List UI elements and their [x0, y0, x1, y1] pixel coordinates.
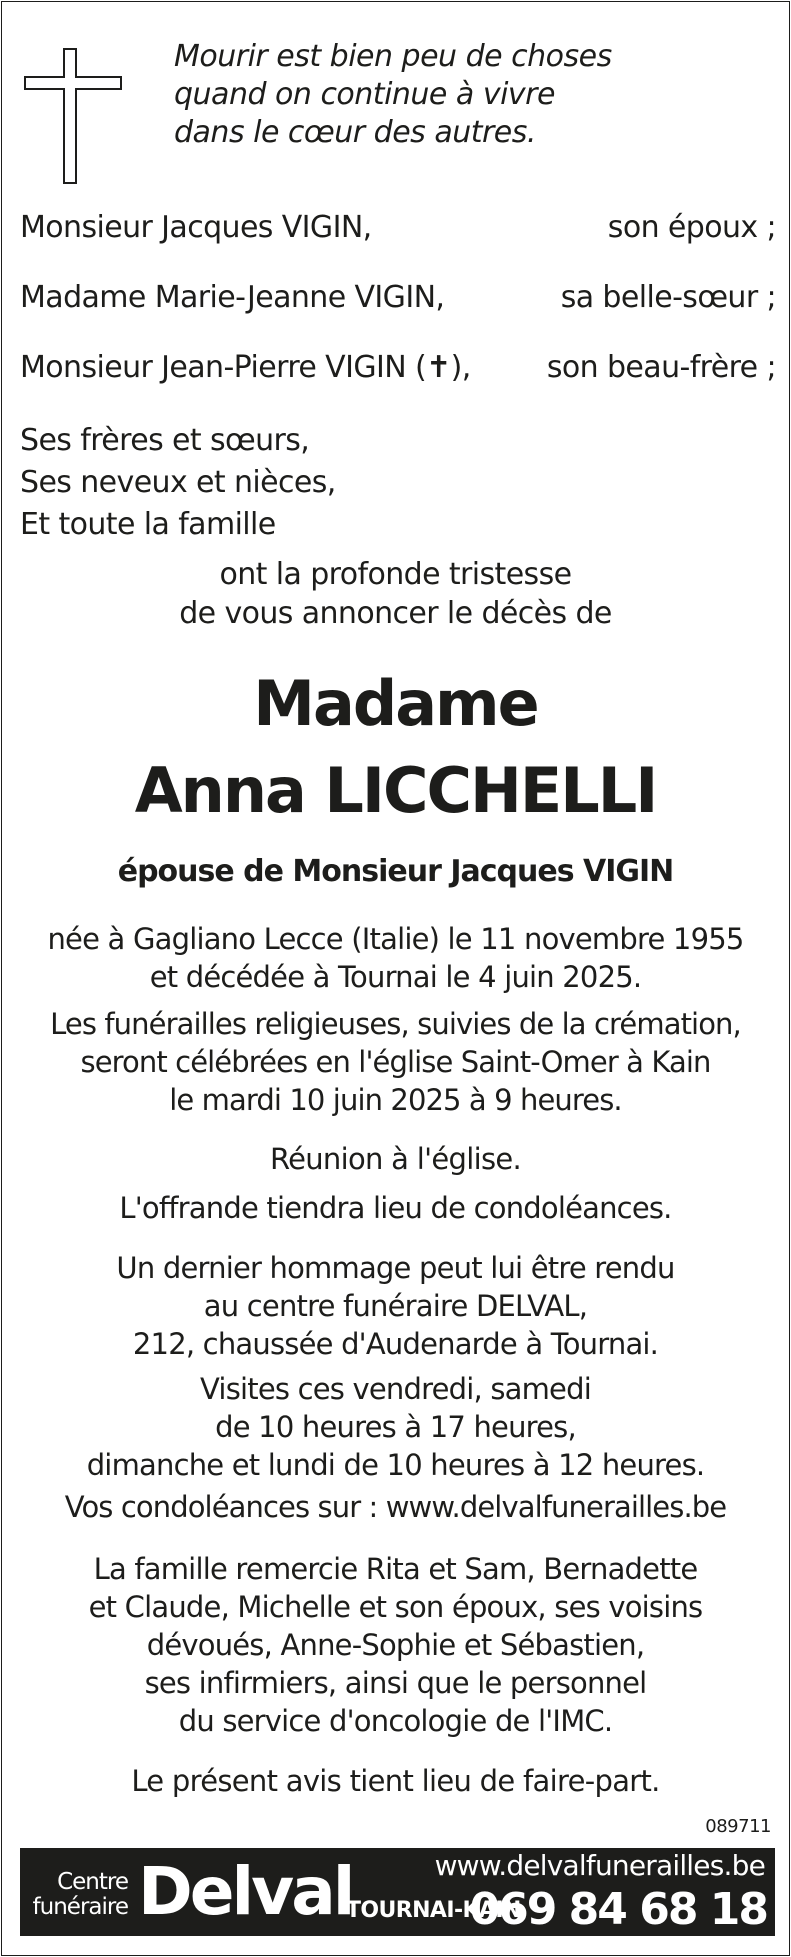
spouse-line — [2, 852, 789, 892]
centre-funeraire-label — [30, 1870, 128, 1920]
delval-logo: Delval — [138, 1853, 353, 1930]
tribute-line: au centre funéraire DELVAL, — [203, 1289, 588, 1323]
announcement — [2, 555, 789, 633]
mourner-relation: son époux ; — [607, 210, 776, 245]
quote-line: dans le cœur des autres. — [174, 115, 536, 150]
mourner-name: Monsieur Jean-Pierre VIGIN (✝), — [20, 350, 471, 385]
funeral-home-banner — [20, 1848, 775, 1936]
deceased-name-block — [2, 660, 789, 834]
mourner-row — [20, 278, 776, 318]
thanks-line: ses infirmiers, ainsi que le personnel — [144, 1666, 647, 1700]
closing-note — [2, 1762, 789, 1800]
announcement-line: ont la profonde tristesse — [219, 557, 572, 592]
reference-number: 089711 — [705, 1816, 771, 1837]
mourner-row — [20, 208, 776, 248]
funeral-line: Les funérailles religieuses, suivies de la crémation, — [50, 1007, 741, 1041]
extended-family — [20, 420, 620, 546]
visiting-hours — [2, 1370, 789, 1484]
reunion-note — [2, 1140, 789, 1178]
thanks-line: du service d'oncologie de l'IMC. — [178, 1704, 613, 1738]
quote-line: quand on continue à vivre — [174, 77, 555, 112]
mourner-relation: son beau-frère ; — [546, 350, 776, 385]
tribute-line: Un dernier hommage peut lui être rendu — [116, 1251, 675, 1285]
thanks-line: La famille remercie Rita et Sam, Bernadette — [93, 1552, 698, 1586]
offering-text: L'offrande tiendra lieu de condoléances. — [119, 1191, 672, 1225]
visiting-line: de 10 heures à 17 heures, — [215, 1410, 576, 1444]
mourner-relation: sa belle-sœur ; — [560, 280, 776, 315]
family-line: Ses neveux et nièces, — [20, 465, 336, 500]
funeral-line: le mardi 10 juin 2025 à 9 heures. — [169, 1083, 622, 1117]
reunion-text: Réunion à l'église. — [269, 1142, 522, 1176]
birth-death-dates — [2, 920, 789, 996]
deceased-name: Anna LICCHELLI — [134, 754, 657, 827]
centre-line: Centre — [57, 1869, 128, 1895]
deceased-title: Madame — [253, 667, 538, 740]
dates-line: née à Gagliano Lecce (Italie) le 11 novembre 1955 — [47, 922, 744, 956]
tribute-details — [2, 1249, 789, 1363]
offering-note — [2, 1189, 789, 1227]
dates-line: et décédée à Tournai le 4 juin 2025. — [149, 960, 642, 994]
announcement-line: de vous annoncer le décès de — [179, 596, 612, 631]
mourner-row — [20, 348, 776, 388]
quote-line: Mourir est bien peu de choses — [174, 39, 612, 74]
spouse-text: épouse de Monsieur Jacques VIGIN — [117, 854, 674, 889]
thanks-line: dévoués, Anne-Sophie et Sébastien, — [146, 1628, 645, 1662]
banner-phone: 069 84 68 18 — [469, 1884, 767, 1935]
thanks-line: et Claude, Michelle et son époux, ses voisins — [88, 1590, 703, 1624]
condolences-link — [2, 1488, 789, 1526]
cross-icon — [24, 48, 122, 184]
centre-line: funéraire — [32, 1894, 128, 1920]
banner-website: www.delvalfunerailles.be — [434, 1849, 765, 1882]
funeral-details — [2, 1005, 789, 1119]
tribute-line: 212, chaussée d'Audenarde à Tournai. — [132, 1327, 659, 1361]
family-line: Ses frères et sœurs, — [20, 423, 310, 458]
mourner-name: Madame Marie-Jeanne VIGIN, — [20, 280, 445, 315]
funeral-line: seront célébrées en l'église Saint-Omer à Kain — [80, 1045, 711, 1079]
mourner-name: Monsieur Jacques VIGIN, — [20, 210, 372, 245]
closing-text: Le présent avis tient lieu de faire-part. — [131, 1764, 660, 1798]
epitaph-quote — [174, 38, 734, 152]
family-line: Et toute la famille — [20, 507, 276, 542]
visiting-line: dimanche et lundi de 10 heures à 12 heures. — [86, 1448, 705, 1482]
visiting-line: Visites ces vendredi, samedi — [200, 1372, 591, 1406]
acknowledgements — [2, 1550, 789, 1740]
condolences-text: Vos condoléances sur : www.delvalfunerailles.be — [64, 1490, 727, 1524]
banner-city: TOURNAI-KAIN — [346, 1898, 521, 1923]
obituary-notice — [1, 1, 790, 1956]
